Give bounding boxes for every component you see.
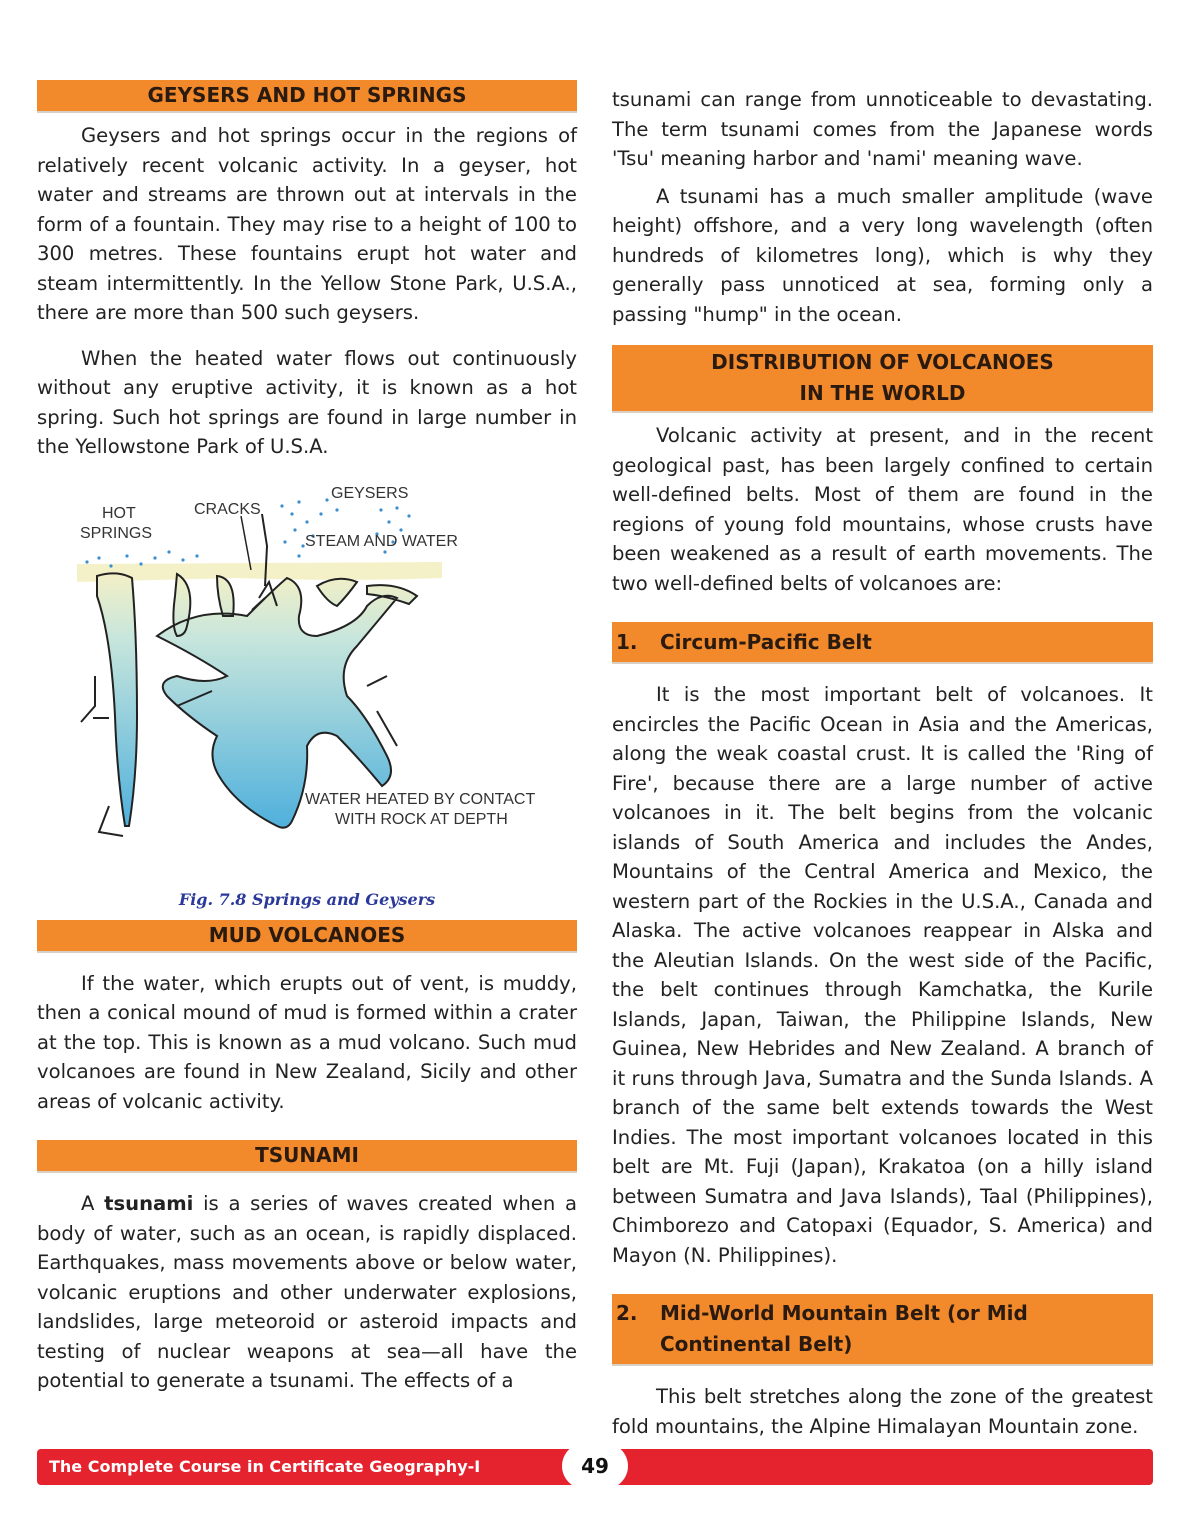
cracks: [252, 514, 277, 610]
belt2-title: Mid-World Mountain Belt (or Mid Continental Belt): [660, 1301, 1028, 1356]
paragraph-mid-world: This belt stretches along the zone of the greatest fold mountains, the Alpine Himalayan Mountain zone.: [612, 1385, 1153, 1438]
footer-book-title: The Complete Course in Certificate Geography-I: [37, 1449, 577, 1485]
springs-geysers-diagram: [37, 486, 577, 886]
label-steam-water: STEAM AND WATER: [305, 532, 458, 550]
label-geysers: GEYSERS: [331, 485, 409, 502]
belt1-number: 1.: [616, 630, 638, 654]
figure-springs-geysers: [37, 486, 577, 916]
label-heated-1: WATER HEATED BY CONTACT: [305, 790, 536, 808]
paragraph-distribution: Volcanic activity at present, and in the recent geological past, has been largely confined to certain well-defined belts. Most of them are found in the regions of young fold mountains, whose crusts have been weakened as a result of earth movements. The two well-defined belts of volcanoes are:: [612, 424, 1153, 595]
subheading-mid-world: [612, 1294, 1153, 1366]
page-number: 49: [562, 1443, 628, 1489]
section-heading-mud-volcanoes: MUD VOLCANOES: [37, 920, 577, 953]
section-heading-geysers: GEYSERS AND HOT SPRINGS: [37, 80, 577, 113]
paragraph-circum-pacific: It is the most important belt of volcanoes. It encircles the Pacific Ocean in Asia and the Americas, along the weak coastal crust. It is called the 'Ring of Fire', because there are a large number of active volcanoes in it. The belt begins from the volcanic islands of South America and includes the Andes, Mountains of the Central America and Mexico, the western part of the Rockies in the U.S.A., Canada and Alaska. The active volcanoes reappear in Alska and the Aleutian Islands. On the west side of the Pacific, the belt continues through Kamchatka, the Kurile Islands, Japan, Taiwan, the Philippine Islands, New Guinea, New Hebrides and New Zealand. A branch of it runs through Java, Sumatra and the Sunda Islands. A branch of the same belt extends towards the West Indies. The most important volcanoes located in this belt are Mt. Fuji (Japan), Krakatoa (on a hilly island between Sumatra and Java Islands), Taal (Philippines), Chimborezo and Catopaxi (Equador, S. America) and Mayon (N. Philippines).: [612, 683, 1153, 1267]
footer-bar-right: [613, 1449, 1153, 1485]
left-column: [37, 80, 577, 1396]
figure-caption: Fig. 7.8 Springs and Geysers: [178, 889, 436, 909]
paragraph-geysers-2: When the heated water flows out continuously without any eruptive activity, it is known as a hot spring. Such hot springs are found in large number in the Yellowstone Park of U.S.A.: [37, 346, 577, 458]
paragraph-mud-volcanoes: If the water, which erupts out of vent, is muddy, then a conical mound of mud is formed within a crater at the top. This is known as a mud volcano. Such mud volcanoes are found in New Zealand, Sicily and other areas of volcanic activity.: [37, 971, 577, 1113]
label-heated-2: WITH ROCK AT DEPTH: [335, 810, 508, 828]
label-hot: HOT: [102, 504, 136, 522]
section-heading-distribution: [612, 345, 1153, 413]
tsunami-bold-term: tsunami: [104, 1192, 194, 1215]
subheading-circum-pacific: [612, 622, 1153, 664]
paragraph-tsunami-1: [37, 1189, 577, 1396]
distribution-heading-line-1: DISTRIBUTION OF VOLCANOES: [711, 350, 1054, 374]
tsunami-text-rest: is a series of waves created when a body of water, such as an ocean, is rapidly displaced. Earthquakes, mass movements above or below water, volcanic eruptions and other underwater explosions, landslides, large meteoroid or asteroid impacts and testing of nuclear weapons at sea—all have the potential to generate a tsunami. The effects of a: [37, 1192, 577, 1392]
label-springs: SPRINGS: [80, 524, 153, 542]
crack-pointer: [241, 516, 251, 570]
paragraph-geysers-1: Geysers and hot springs occur in the regions of relatively recent volcanic activity. In a geyser, hot water and streams are thrown out at intervals in the form of a fountain. They may rise to a height of 100 to 300 metres. These fountains erupt hot water and steam intermittently. In the Yellow Stone Park, U.S.A., there are more than 500 such geysers.: [37, 124, 577, 324]
paragraph-tsunami-2: A tsunami has a much smaller amplitude (wave height) offshore, and a very long wavelength (often hundreds of kilometres long), which is why they generally pass unnoticed at sea, forming only a passing "hump" in the ocean.: [612, 184, 1153, 326]
tsunami-text-start: A: [81, 1192, 105, 1215]
water-channels: [97, 573, 417, 827]
section-heading-tsunami: TSUNAMI: [37, 1140, 577, 1173]
right-column: [612, 85, 1153, 1441]
belt1-title: Circum-Pacific Belt: [660, 630, 872, 654]
paragraph-tsunami-continued: tsunami can range from unnoticeable to devastating. The term tsunami comes from the Japanese words 'Tsu' meaning harbor and 'nami' meaning wave.: [612, 88, 1153, 170]
distribution-heading-line-2: IN THE WORLD: [799, 381, 966, 405]
label-cracks: CRACKS: [194, 500, 261, 518]
belt2-number: 2.: [616, 1301, 638, 1325]
page-footer: [37, 1449, 1153, 1485]
